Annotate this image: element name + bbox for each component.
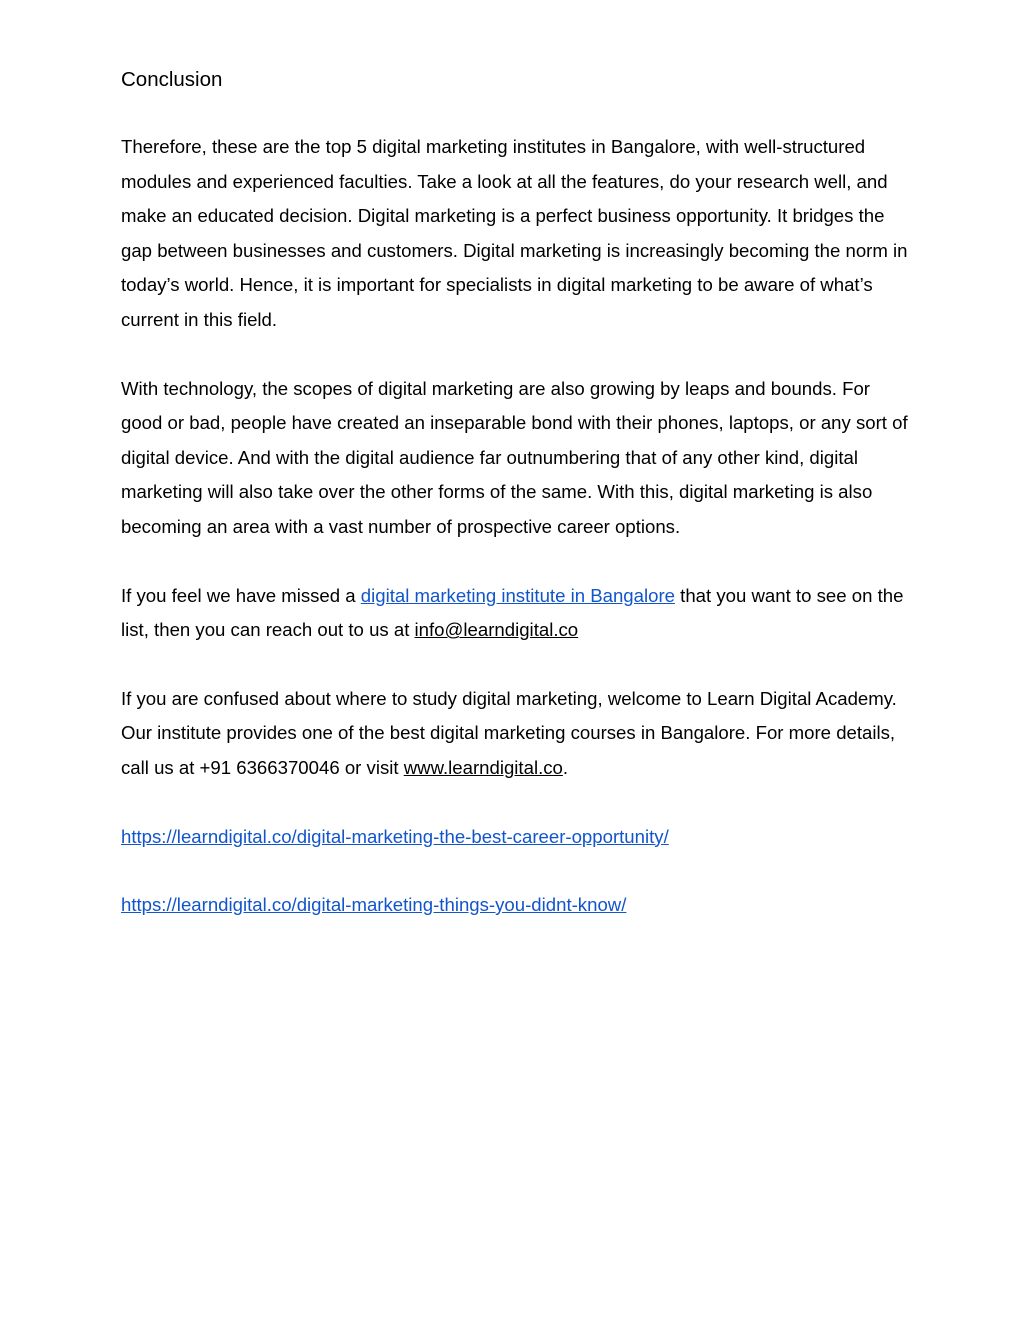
article-link-things-you-didnt-know[interactable]: https://learndigital.co/digital-marketing-things-you-didnt-know/	[121, 894, 627, 916]
website-link[interactable]: www.learndigital.co	[403, 756, 563, 778]
paragraph-academy-text: If you are confused about where to study digital marketing, welcome to Learn Digital Academy. Our institute provides one of the best digital marketing courses in Bangalore. For more details, call us at +91 6366370046 or visit	[121, 687, 897, 778]
link-paragraph-1	[121, 820, 911, 855]
email-link[interactable]: info@learndigital.co	[414, 619, 579, 641]
paragraph-academy-end: .	[562, 756, 569, 778]
paragraph-conclusion: Therefore, these are the top 5 digital marketing institutes in Bangalore, with well-structured modules and experienced faculties. Take a look at all the features, do your research well, and make an educated decision. Digital marketing is a perfect business opportunity. It bridges the gap between businesses and customers. Digital marketing is increasingly becoming the norm in today’s world. Hence, it is important for specialists in digital marketing to be aware of what’s current in this field.	[121, 136, 908, 330]
paragraph-academy	[121, 682, 911, 786]
paragraph-contact-text-start: If you feel we have missed a	[121, 584, 361, 606]
article-link-career-opportunity[interactable]: https://learndigital.co/digital-marketing-the-best-career-opportunity/	[121, 825, 669, 847]
institute-link[interactable]: digital marketing institute in Bangalore	[360, 584, 675, 606]
document-body	[121, 62, 911, 957]
paragraph-contact	[121, 579, 911, 648]
link-paragraph-2	[121, 888, 911, 923]
paragraph-technology: With technology, the scopes of digital marketing are also growing by leaps and bounds. For good or bad, people have created an inseparable bond with their phones, laptops, or any sort of digital device. And with the digital audience far outnumbering that of any other kind, digital marketing will also take over the other forms of the same. With this, digital marketing is also becoming an area with a vast number of prospective career options.	[121, 377, 908, 537]
section-heading: Conclusion	[121, 68, 223, 91]
paragraph-contact-text-middle: that you want to see on the list, then you can reach out to us at	[121, 584, 904, 641]
